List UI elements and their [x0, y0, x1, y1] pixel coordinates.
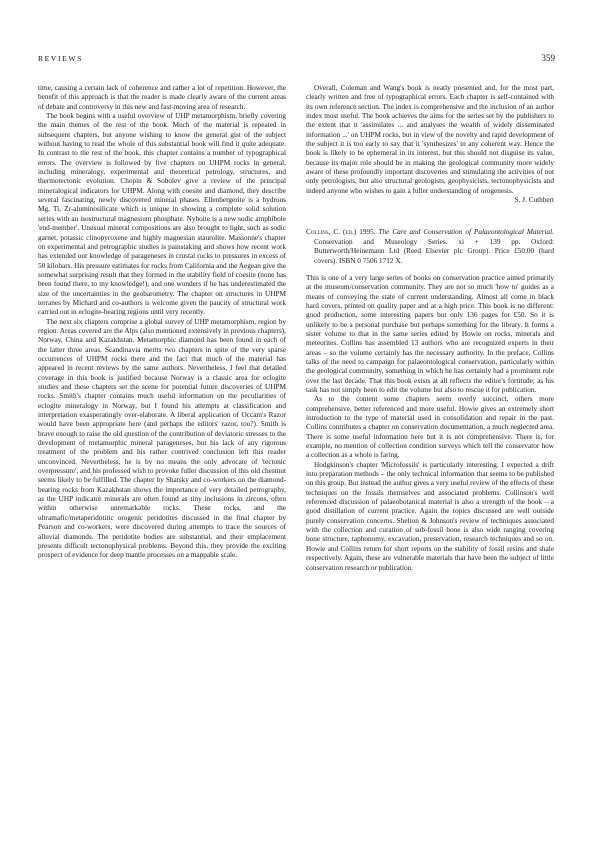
paragraph: The next six chapters comprise a global survey of UHP metamorphism, region by region. Areas covered are the Alps (also mentioned extensively in previous chapters), Norway, China and Kazakhstan. Metamorphic diamond has been found in each of the latter three areas. Scandinavia merits two chapters in spite of the very sparse occurrences of UHPM rocks there and the fact that much of the material has appeared in recent reviews by the same authors. Nevertheless, I feel that detailed coverage in this book is justified because Norway is a classic area for eclogite studies and these chapters set the scene for potential future discoveries of UHPM rocks. Smith's chapter contains much useful information on the peculiarities of eclogite mineralogy in Norway, but I found his attempts at classification and interpretation exasperatingly over-elaborate. A liberal application of Occam's Razor would have been appropriate here (and perhaps the editors' razor, too?). Smith is brave enough to raise the old question of the contribution of deviatoric stresses to the development of metamorphic mineral parageneses, but his lack of any rigorous treatment of the problem and his rather contrived conclusion left this reader unconvinced. Nevertheless, he is by no means the only advocate of 'tectonic overpressure', and his professed wish to provoke fuller discussion of this old chestnut seems likely to be fulfilled. The chapter by Shatsky and co-workers on the diamond-bearing rocks from Kazakhstan shows the importance of very detailed petrography, as the UHP indicator minerals are often found as tiny inclusions in zircons, often within otherwise unremarkable rocks. These rocks, and the ultramafic/metaperidotitic orogenic peridotites discussed in the final chapter by Pearson and co-workers, were discovered during attempts to trace the sources of alluvial diamonds. The peridotite bodies are substantial, and their emplacement presents difficult tectonophysical problems. Beyond this, they provide the exciting prospect of evidence for deep mantle processes on a mappable scale.	[38, 317, 286, 560]
paragraph: As to the content some chapters seem overly succinct, others more comprehensive, better referenced and more useful. Howie gives an extremely short introduction to the type of material used in consolidation and repair in the past. Collins contributes a chapter on conservation documentation, a much neglected area. There is some useful information here but it is not comprehensive. There is, for example, no mention of collection condition surveys which tell the conservator how a collection as a whole is faring.	[306, 395, 554, 460]
reviewer-signature: S. J. Cuthbert	[514, 196, 554, 205]
review-citation	[306, 228, 554, 265]
paragraph: This is one of a very large series of books on conservation practice aimed primarily at the museum/conservation community. They are not so much 'how to' guides as a means of conveying the state of current understanding. Almost all come in black hard covers, printed on quality paper and at a high price. This book is no different: good production, some interesting papers but only 136 pages for £50. So it is unlikely to be a personal purchase but perhaps something for the library. It forms a sister volume to that in the same series edited by Howie on rocks, minerals and meteorites. Collins has assembled 13 authors who are recognized experts in their areas – so the volume certainly has the necessary authority. In the preface, Collins talks of the need to campaign for palaeontological conservation, particularly within the geological community, something in which he has certainly had a prominent role over the last decade. That this book exists at all reflects the editor's fortitude; as his task has not simply been to edit the volume but also to rescue it for publication.	[306, 273, 554, 394]
right-column	[306, 84, 554, 573]
review-publication-details: Conservation and Museology Series. xi + 139 pp. Oxford: Butterworth/Heinemann Ltd (Reed Elsevier plc Group). Price £50.00 (hard covers). ISBN 0 7506 1712 X.	[314, 237, 554, 265]
paragraph: Hodgkinson's chapter 'Microfossils' is particularly interesting. I expected a drift into preparation methods – the only technical information that seems to be published on this group. But instead the author gives a very useful review of the effects of these techniques on the fossils themselves and associated problems. Collinson's well referenced discussion of palaeobotanical material is also a strength of the book – a good distillation of current practice. Again the topics discussed are well outside purely conservation concerns. Shelton & Johnson's review of techniques associated with the collection and curation of sub-fossil bone is also wide ranging covering bone structure, taphonomy, excavation, preservation, research techniques and so on. Howie and Collins return for short reports on the stability of fossil resins and shale respectively. Again, these are vulnerable materials that have been the subject of little conservation research or publication.	[306, 460, 554, 572]
left-column	[38, 84, 286, 561]
running-header	[38, 54, 555, 68]
review-author: Collins, C. (ed.) 1995.	[306, 228, 376, 237]
paragraph: time, causing a certain lack of coherence and rather a lot of repetition. However, the benefit of this approach is that the reader is made clearly aware of the current areas of debate and controversy in this new and fast-moving area of research.	[38, 84, 286, 111]
page-number: 359	[541, 53, 555, 63]
paragraph: The book begins with a useful overview of UHP metamorphism, briefly covering the main themes of the rest of the book. Much of the material is repeated in subsequent chapters, but anyone wishing to know the general gist of the subject without having to read the whole of this substantial book will find it quite adequate. In contrast to the rest of the book, this chapter contains a number of typographical errors. The overview is followed by five chapters on UHPM rocks in general, including mineralogy, experimental and theoretical petrology, structures, and thermotectonic evolution. Chopin & Sobolev give a review of the principal mineralogical indicators for UHPM. Along with coesite and diamond, they describe several fascinating, newly discovered mineral phases. Ellenbergerite is a hydrous Mg, Ti, Zr-aluminosilicate which is unique in showing a complete solid solution series with an isostructural magnesium phosphate. Nyboite is a new sodic amphibole 'end-member'. Unusual mineral compositions are also brought to light, such as sodic garnet, potassic clinopyroxene and highly magnesian staurolite. Massonne's chapter on experimental and petrographic studies is painstaking and shows how recent work has extended our knowledge of parageneses in crustal rocks to pressures in excess of 50 kilobars. His pressure estimates for rocks from California and the Aegean give the somewhat surprising result that they formed in the stability field of coesite (none has been found there, to my knowledge!), and one wonders if he has underestimated the size of the uncertainties in the geobarometry. The chapter on structures in UHPM terranes by Michard and co-authors is welcome given the paucity of structural work carried out in eclogite-bearing regions until very recently.	[38, 112, 286, 317]
paragraph: Overall, Coleman and Wang's book is neatly presented and, for the most part, clearly written and free of typographical errors. Each chapter is self-contained with its own reference section. The index is comprehensive and the inclusion of an author index most useful. The book achieves the aims for the series set by the publishers to the extent that it 'assimilates ... and analyses the wealth of widely disseminated information ...' on UHPM rocks, but in view of the novelty and rapid development of the subject it is too early to say that it 'synthesizes' in any coherent way. Hence the book is likely to be ephemeral in its interest, but this should not disguise its value, because its major role should be in making the geological community more widely aware of these profoundly important discoveries and stimulating the activities of not only petrologists, but also structural geologists, geophysicists, tectonophysicists and indeed anyone who wishes to gain a fuller understanding of orogenesis.	[306, 84, 554, 195]
running-title: REVIEWS	[38, 54, 83, 63]
review-book-title: The Care and Conservation of Palaeontological Material.	[378, 228, 554, 237]
